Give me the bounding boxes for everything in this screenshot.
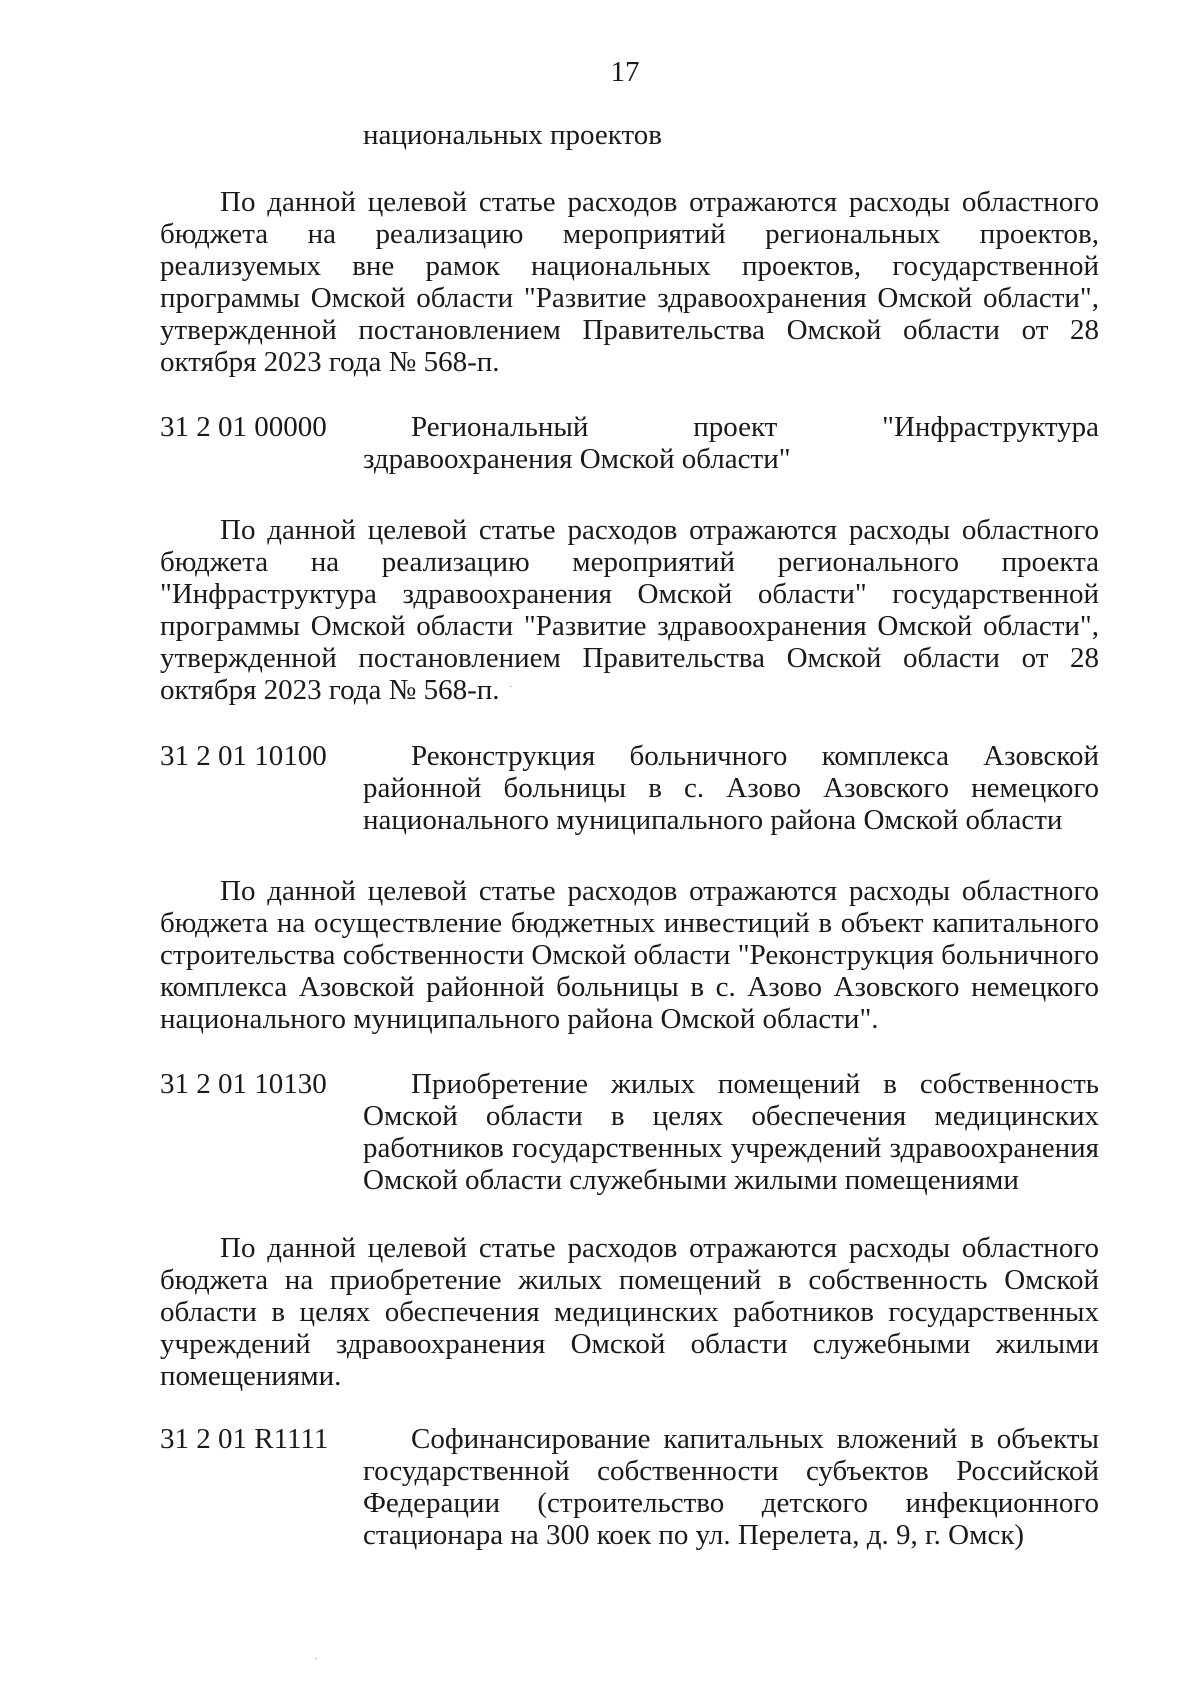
entry-title: Софинансирование капитальных вложений в объекты государственной собственности субъектов Российской Федерации (строительство детского инфекционного стационара на 300 коек по ул. Перелета, д. 9, г. Омск): [363, 1423, 1099, 1551]
entry-title: Реконструкция больничного комплекса Азовской районной больницы в с. Азово Азовского немецкого национального муниципального района Омской области: [363, 740, 1099, 836]
page-number: 17: [610, 56, 640, 88]
entry-code: 31 2 01 00000: [160, 411, 327, 443]
entry-code: 31 2 01 10100: [160, 740, 327, 772]
entry-code: 31 2 01 R1111: [160, 1423, 329, 1455]
paragraph-1: По данной целевой статье расходов отражаются расходы областного бюджета на реализацию мероприятий региональных проектов, реализуемых вне рамок национальных проектов, государственной программы Омской области "Развитие здравоохранения Омской области", утвержденной постановлением Правительства Омской области от 28 октября 2023 года № 568-п.: [160, 186, 1099, 378]
paragraph-4: По данной целевой статье расходов отражаются расходы областного бюджета на приобретение жилых помещений в собственность Омской области в целях обеспечения медицинских работников государственных учреждений здравоохранения Омской области служебными жилыми помещениями.: [160, 1232, 1099, 1392]
scan-speck: [315, 1658, 317, 1659]
paragraph-2: По данной целевой статье расходов отражаются расходы областного бюджета на реализацию мероприятий регионального проекта "Инфраструктура здравоохранения Омской области" государственной программы Омской области "Развитие здравоохранения Омской области", утвержденной постановлением Правительства Омской области от 28 октября 2023 года № 568-п.: [160, 514, 1099, 706]
entry-31-2-01-R1111: [160, 1423, 1099, 1551]
entry-title: Региональный проект "Инфраструктура здравоохранения Омской области": [363, 411, 1099, 475]
entry-code: 31 2 01 10130: [160, 1068, 327, 1100]
entry-31-2-01-10130: [160, 1068, 1099, 1196]
entry-31-2-01-10100: [160, 740, 1099, 836]
scan-speck: [510, 686, 512, 687]
entry-title: Приобретение жилых помещений в собственность Омской области в целях обеспечения медицинских работников государственных учреждений здравоохранения Омской области служебными жилыми помещениями: [363, 1068, 1099, 1196]
paragraph-3: По данной целевой статье расходов отражаются расходы областного бюджета на осуществление бюджетных инвестиций в объект капитального строительства собственности Омской области "Реконструкция больничного комплекса Азовской районной больницы в с. Азово Азовского немецкого национального муниципального района Омской области".: [160, 875, 1099, 1035]
intro-fragment: национальных проектов: [363, 119, 662, 151]
entry-31-2-01-00000: [160, 411, 1099, 475]
